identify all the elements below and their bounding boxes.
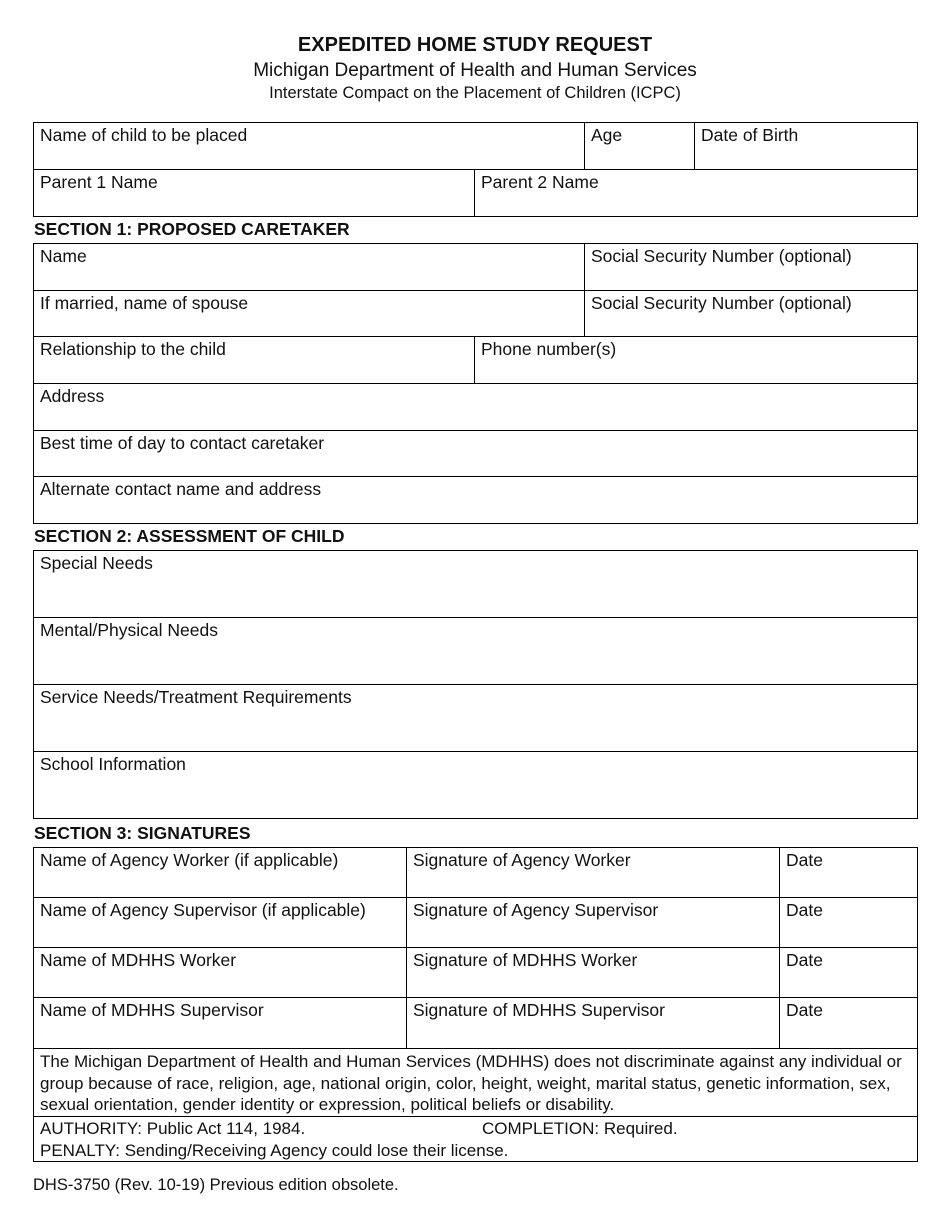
mdhhs-supervisor-name-field[interactable] xyxy=(34,998,407,1049)
dob-label: Date of Birth xyxy=(701,125,799,145)
mdhhs-supervisor-date-label: Date xyxy=(786,1000,823,1020)
authority-block xyxy=(34,1117,918,1162)
caretaker-table xyxy=(33,243,918,524)
special-needs-label: Special Needs xyxy=(40,553,153,573)
agency-supervisor-name-label: Name of Agency Supervisor (if applicable) xyxy=(40,900,366,920)
agency-worker-date-label: Date xyxy=(786,850,823,870)
assessment-table xyxy=(33,550,918,819)
caretaker-name-label: Name xyxy=(40,246,87,266)
mdhhs-worker-name-field[interactable] xyxy=(34,948,407,998)
agency-supervisor-date-label: Date xyxy=(786,900,823,920)
mdhhs-worker-date-field[interactable] xyxy=(780,948,918,998)
parent1-field[interactable] xyxy=(34,170,475,217)
agency-supervisor-signature-label: Signature of Agency Supervisor xyxy=(413,900,659,920)
mental-physical-label: Mental/Physical Needs xyxy=(40,620,218,640)
child-name-field[interactable] xyxy=(34,123,585,170)
agency-worker-name-field[interactable] xyxy=(34,848,407,898)
age-field[interactable] xyxy=(585,123,695,170)
agency-supervisor-name-field[interactable] xyxy=(34,898,407,948)
child-name-label: Name of child to be placed xyxy=(40,125,248,145)
relationship-label: Relationship to the child xyxy=(40,339,226,359)
mdhhs-worker-signature-field[interactable] xyxy=(407,948,780,998)
agency-worker-date-field[interactable] xyxy=(780,848,918,898)
section1-heading: SECTION 1: PROPOSED CARETAKER xyxy=(34,219,350,239)
section3-heading: SECTION 3: SIGNATURES xyxy=(34,823,251,843)
spouse-name-label: If married, name of spouse xyxy=(40,293,249,313)
agency-worker-signature-label: Signature of Agency Worker xyxy=(413,850,631,870)
parent2-label: Parent 2 Name xyxy=(481,172,599,192)
form-number: DHS-3750 (Rev. 10-19) Previous edition obsolete. xyxy=(33,1176,399,1194)
completion-text: COMPLETION: Required. xyxy=(482,1119,678,1138)
agency-worker-name-label: Name of Agency Worker (if applicable) xyxy=(40,850,339,870)
form-title: EXPEDITED HOME STUDY REQUEST xyxy=(297,34,653,56)
child-info-table xyxy=(33,122,918,217)
phone-field[interactable] xyxy=(475,337,918,384)
spouse-name-field[interactable] xyxy=(34,291,585,337)
signatures-table xyxy=(33,847,918,1162)
mdhhs-supervisor-signature-field[interactable] xyxy=(407,998,780,1049)
best-time-field[interactable] xyxy=(34,431,918,477)
phone-label: Phone number(s) xyxy=(481,339,617,359)
best-time-label: Best time of day to contact caretaker xyxy=(40,433,325,453)
agency-supervisor-signature-field[interactable] xyxy=(407,898,780,948)
dob-field[interactable] xyxy=(695,123,918,170)
spouse-ssn-field[interactable] xyxy=(585,291,918,337)
alternate-contact-label: Alternate contact name and address xyxy=(40,479,322,499)
mdhhs-worker-name-label: Name of MDHHS Worker xyxy=(40,950,237,970)
section2-heading: SECTION 2: ASSESSMENT OF CHILD xyxy=(34,526,345,546)
penalty-text: PENALTY: Sending/Receiving Agency could lose their license. xyxy=(40,1140,509,1160)
department-name: Michigan Department of Health and Human Services xyxy=(253,60,697,81)
special-needs-field[interactable] xyxy=(34,551,918,618)
caretaker-name-field[interactable] xyxy=(34,244,585,291)
agency-worker-signature-field[interactable] xyxy=(407,848,780,898)
form-subtitle: Interstate Compact on the Placement of Children (ICPC) xyxy=(269,84,681,102)
agency-supervisor-date-field[interactable] xyxy=(780,898,918,948)
address-label: Address xyxy=(40,386,105,406)
service-needs-label: Service Needs/Treatment Requirements xyxy=(40,687,352,707)
mdhhs-supervisor-signature-label: Signature of MDHHS Supervisor xyxy=(413,1000,665,1020)
mdhhs-supervisor-name-label: Name of MDHHS Supervisor xyxy=(40,1000,264,1020)
ssn-field[interactable] xyxy=(585,244,918,291)
parent2-field[interactable] xyxy=(475,170,918,217)
ssn-label: Social Security Number (optional) xyxy=(591,246,852,266)
alternate-contact-field[interactable] xyxy=(34,477,918,524)
spouse-ssn-label: Social Security Number (optional) xyxy=(591,293,852,313)
nondiscrimination-notice: The Michigan Department of Health and Human Services (MDHHS) does not discriminate against any individual or group because of race, religion, age, national origin, color, height, weight, marital status, genetic information, sex, sexual orientation, gender identity or expression, political beliefs or disability. xyxy=(34,1049,918,1117)
mdhhs-worker-date-label: Date xyxy=(786,950,823,970)
school-info-label: School Information xyxy=(40,754,186,774)
service-needs-field[interactable] xyxy=(34,685,918,752)
parent1-label: Parent 1 Name xyxy=(40,172,158,192)
mdhhs-worker-signature-label: Signature of MDHHS Worker xyxy=(413,950,638,970)
school-info-field[interactable] xyxy=(34,752,918,819)
authority-line xyxy=(40,1118,911,1140)
authority-text: AUTHORITY: Public Act 114, 1984. xyxy=(40,1119,306,1138)
mental-physical-field[interactable] xyxy=(34,618,918,685)
relationship-field[interactable] xyxy=(34,337,475,384)
mdhhs-supervisor-date-field[interactable] xyxy=(780,998,918,1049)
address-field[interactable] xyxy=(34,384,918,431)
age-label: Age xyxy=(591,125,623,145)
